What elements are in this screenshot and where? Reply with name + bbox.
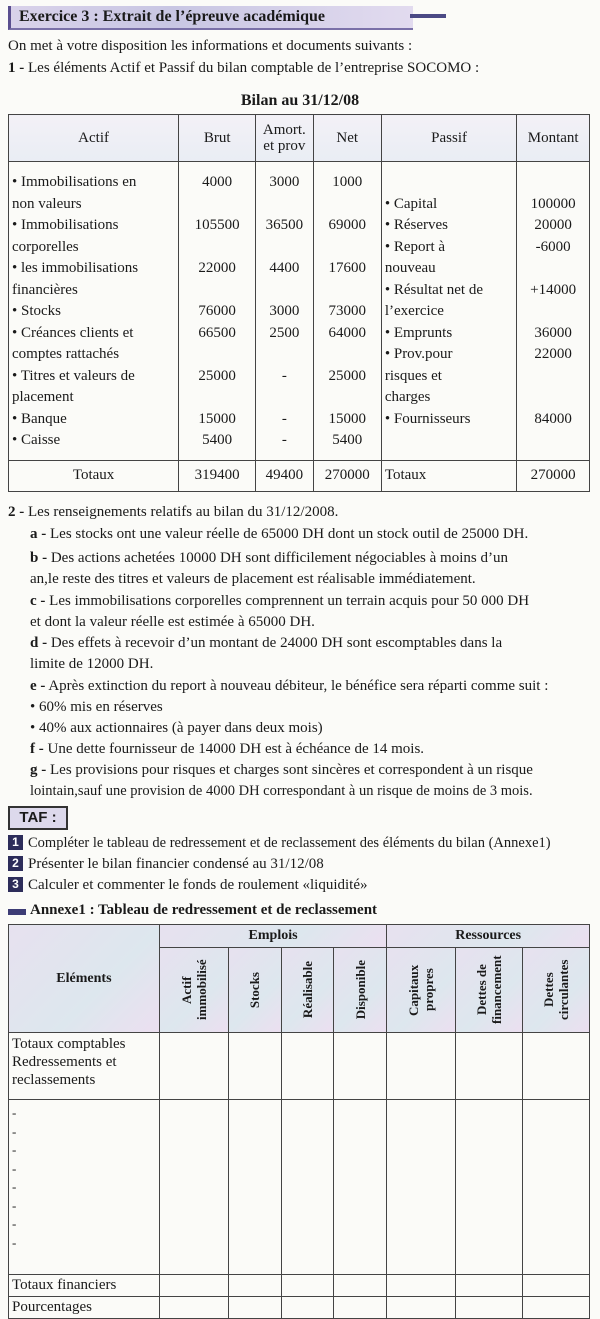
task-number: 2	[8, 856, 23, 871]
bilan-totals-row	[9, 460, 590, 491]
brut-value: 25000	[198, 367, 236, 384]
montant-value: +14000	[530, 281, 577, 298]
item-d-line2: limite de 12000 DH.	[30, 656, 154, 672]
totals-montant: 270000	[517, 460, 590, 491]
empty-cell[interactable]	[523, 1033, 590, 1100]
col-stocks	[228, 948, 281, 1033]
montant-value	[520, 387, 586, 409]
passif-line: • Réserves	[384, 217, 448, 233]
col-label: Stocks	[247, 971, 263, 1009]
item-e	[30, 678, 548, 695]
totals-label-passif: Totaux	[381, 460, 516, 491]
actif-line: • Titres et valeurs de	[12, 367, 135, 384]
brut-value: 76000	[198, 303, 236, 319]
taf-task-1	[8, 835, 551, 852]
intro-line: On met à votre disposition les informations et documents suivants :	[8, 38, 413, 54]
brut-value: 5400	[202, 432, 233, 448]
empty-cell[interactable]	[387, 1100, 456, 1275]
passif-line: nouveau	[384, 260, 436, 276]
totals-amort: 49400	[256, 460, 313, 491]
col-label: Capitaux propres	[406, 964, 437, 1016]
actif-line: • Caisse	[12, 432, 61, 448]
item-g-letter: g -	[30, 762, 47, 778]
empty-cell[interactable]	[523, 1297, 590, 1319]
header-passif: Passif	[381, 115, 516, 162]
brut-column	[179, 162, 256, 461]
actif-column	[9, 162, 179, 461]
net-value: 69000	[328, 217, 366, 233]
annexe-title-marker	[8, 909, 26, 915]
net-value: 1000	[332, 174, 363, 190]
actif-line: financières	[12, 281, 78, 298]
dash: -	[12, 1197, 17, 1213]
col-label: Actif immobilisé	[178, 959, 209, 1021]
item-c	[30, 593, 529, 610]
dash: -	[12, 1179, 17, 1194]
passif-line	[385, 430, 513, 452]
taf-task-2	[8, 856, 324, 873]
col-realisable	[281, 948, 334, 1033]
annexe-group-row	[9, 925, 590, 948]
annexe-emplois-header: Emplois	[159, 925, 387, 948]
net-value: 25000	[328, 367, 366, 384]
empty-cell[interactable]	[523, 1275, 590, 1297]
empty-cell[interactable]	[334, 1297, 387, 1319]
net-value	[317, 387, 378, 409]
task-text: Compléter le tableau de redressement et de reclassement des éléments du bilan (Annexe1)	[28, 835, 551, 851]
empty-cell[interactable]	[228, 1275, 281, 1297]
empty-cell[interactable]	[281, 1100, 334, 1275]
item-c-line2: et dont la valeur réelle est estimée à 65000 DH.	[30, 614, 315, 630]
amort-value: -	[281, 432, 287, 448]
montant-value	[520, 172, 586, 194]
actif-line: • Immobilisations	[12, 217, 119, 233]
empty-cell[interactable]	[334, 1100, 387, 1275]
item-e-line3: • 40% aux actionnaires (à payer dans deux mois)	[30, 720, 323, 736]
net-value	[317, 280, 378, 302]
col-capitaux-propres	[387, 948, 456, 1033]
col-label: Disponible	[352, 960, 368, 1020]
empty-cell[interactable]	[228, 1297, 281, 1319]
exercise-title-banner	[8, 6, 413, 30]
empty-cell[interactable]	[387, 1033, 456, 1100]
empty-cell[interactable]	[228, 1033, 281, 1100]
exercise-title: Exercice 3 : Extrait de l’épreuve académique	[19, 8, 325, 25]
item-b-letter: b -	[30, 550, 48, 566]
actif-line: • les immobilisations	[12, 260, 139, 276]
dash: -	[12, 1142, 17, 1157]
header-amort: Amort. et prov	[256, 115, 313, 162]
brut-value	[182, 237, 252, 259]
col-label: Réalisable	[300, 961, 315, 1019]
brut-value: 66500	[198, 324, 236, 341]
row-dash-list	[9, 1100, 160, 1275]
montant-value: 36000	[534, 324, 572, 341]
empty-cell[interactable]	[334, 1275, 387, 1297]
passif-line: • Fournisseurs	[384, 410, 471, 427]
dash: -	[12, 1160, 17, 1176]
task-text: Calculer et commenter le fonds de roulement «liquidité»	[28, 877, 368, 893]
item-d-text: Des effets à recevoir d’un montant de 24000 DH sont escomptables dans la	[50, 635, 503, 651]
task-number: 3	[8, 877, 23, 892]
amort-value	[259, 194, 309, 216]
item-b-text: Des actions achetées 10000 DH sont difficilement négociables à moins d’un	[50, 550, 508, 566]
item-b	[30, 550, 508, 567]
net-column	[313, 162, 381, 461]
item-f-text: Une dette fournisseur de 14000 DH est à échéance de 14 mois.	[47, 741, 425, 757]
net-value	[317, 194, 378, 216]
brut-value: 105500	[194, 217, 240, 233]
actif-line: placement	[12, 389, 74, 405]
amort-value: 4400	[269, 260, 300, 276]
point2-text: Les renseignements relatifs au bilan du 31/12/2008.	[28, 504, 339, 520]
row-label-line: Redressements et	[12, 1054, 117, 1070]
header-net: Net	[313, 115, 381, 162]
item-c-letter: c -	[30, 593, 46, 609]
item-d-letter: d -	[30, 635, 48, 651]
amort-value: 2500	[269, 324, 300, 341]
empty-cell[interactable]	[159, 1100, 228, 1275]
brut-value: 22000	[198, 260, 236, 276]
amort-value	[259, 387, 309, 409]
amort-value: 3000	[269, 174, 300, 190]
montant-value	[520, 366, 586, 388]
net-value: 5400	[332, 432, 363, 448]
header-montant: Montant	[517, 115, 590, 162]
row-label: Totaux financiers	[9, 1275, 160, 1297]
annexe-table	[8, 924, 590, 1319]
net-value: 64000	[328, 324, 366, 341]
totals-brut: 319400	[179, 460, 256, 491]
empty-cell[interactable]	[456, 1275, 523, 1297]
row-label	[9, 1033, 160, 1100]
empty-cell[interactable]	[281, 1033, 334, 1100]
amort-value	[259, 280, 309, 302]
item-e-letter: e -	[30, 678, 46, 694]
point1-text: Les éléments Actif et Passif du bilan comptable de l’entreprise SOCOMO :	[28, 60, 480, 76]
amort-value	[259, 237, 309, 259]
annexe-row-pourcentages	[9, 1297, 590, 1319]
task-number: 1	[8, 835, 23, 850]
item-f	[30, 741, 424, 758]
net-value: 15000	[328, 410, 366, 427]
empty-cell[interactable]	[159, 1275, 228, 1297]
amort-column	[256, 162, 313, 461]
item-g	[30, 762, 533, 779]
montant-value: 22000	[534, 346, 572, 362]
dash: -	[12, 1105, 17, 1120]
brut-value	[182, 194, 252, 216]
item-a-letter: a -	[30, 526, 47, 542]
empty-cell[interactable]	[523, 1100, 590, 1275]
bilan-table	[8, 114, 590, 492]
col-dettes-financement	[456, 948, 523, 1033]
header-brut: Brut	[179, 115, 256, 162]
point1	[8, 60, 479, 77]
montant-value	[520, 301, 586, 323]
montant-value: 20000	[534, 217, 572, 233]
item-a	[30, 526, 528, 543]
empty-cell[interactable]	[387, 1297, 456, 1319]
item-b-line2: an,le reste des titres et valeurs de placement est réalisable immédiatement.	[30, 571, 476, 587]
bilan-header-row	[9, 115, 590, 162]
item-c-text: Les immobilisations corporelles comprennent un terrain acquis pour 50 000 DH	[49, 593, 530, 609]
row-label-line: reclassements	[12, 1072, 96, 1088]
taf-label: TAF :	[8, 806, 68, 830]
passif-column	[381, 162, 516, 461]
empty-cell[interactable]	[456, 1033, 523, 1100]
passif-line	[385, 172, 513, 194]
dash: -	[12, 1234, 17, 1250]
montant-value: 84000	[534, 410, 572, 427]
annexe-row-totaux-comptables	[9, 1033, 590, 1100]
empty-cell[interactable]	[334, 1033, 387, 1100]
brut-value	[182, 280, 252, 302]
net-value: 17600	[328, 260, 366, 276]
actif-line: • Banque	[12, 410, 67, 427]
montant-value: 100000	[530, 195, 576, 212]
passif-line: • Résultat net de	[384, 281, 483, 298]
empty-cell[interactable]	[456, 1100, 523, 1275]
passif-line: • Prov.pour	[384, 346, 453, 362]
annexe-elements-header: Eléments	[9, 925, 160, 1033]
brut-value	[182, 344, 252, 366]
annexe-row-totaux-financiers	[9, 1275, 590, 1297]
amort-value: 36500	[265, 217, 304, 233]
passif-line: • Report à	[384, 238, 446, 255]
item-e-text: Après extinction du report à nouveau débiteur, le bénéfice sera réparti comme suit :	[48, 678, 549, 694]
item-f-letter: f -	[30, 741, 44, 757]
empty-cell[interactable]	[228, 1100, 281, 1275]
empty-cell[interactable]	[159, 1297, 228, 1319]
col-dettes-circulantes	[523, 948, 590, 1033]
bilan-body-row	[9, 162, 590, 461]
title-decorative-rule	[410, 14, 446, 18]
dash: -	[12, 1123, 17, 1139]
passif-line: • Emprunts	[384, 324, 453, 341]
row-label: Pourcentages	[9, 1297, 160, 1319]
item-e-line2: • 60% mis en réserves	[30, 699, 163, 715]
amort-value: -	[281, 410, 287, 427]
passif-line: l’exercice	[384, 303, 444, 319]
empty-cell[interactable]	[281, 1297, 334, 1319]
empty-cell[interactable]	[159, 1033, 228, 1100]
totals-net: 270000	[313, 460, 381, 491]
col-label: Dettes circulantes	[541, 959, 572, 1021]
brut-value	[182, 387, 252, 409]
passif-line: charges	[384, 389, 431, 405]
annexe-title: Annexe1 : Tableau de redressement et de reclassement	[30, 902, 378, 918]
col-disponible	[334, 948, 387, 1033]
dash: -	[12, 1216, 17, 1231]
net-value	[317, 237, 378, 259]
task-text: Présenter le bilan financier condensé au 31/12/08	[28, 856, 324, 872]
annexe-row-dashes	[9, 1100, 590, 1275]
actif-line: • Créances clients et	[12, 324, 134, 341]
brut-value: 4000	[202, 174, 233, 190]
bilan-title: Bilan au 31/12/08	[240, 92, 360, 109]
amort-value: -	[281, 367, 287, 384]
header-actif: Actif	[9, 115, 179, 162]
annexe-ressources-header: Ressources	[387, 925, 590, 948]
item-a-text: Les stocks ont une valeur réelle de 65000 DH dont un stock outil de 25000 DH.	[50, 526, 529, 542]
empty-cell[interactable]	[456, 1297, 523, 1319]
point2	[8, 504, 338, 521]
actif-line: corporelles	[12, 238, 79, 255]
amort-value	[259, 344, 309, 366]
montant-value	[520, 430, 586, 452]
actif-line: comptes rattachés	[12, 346, 120, 362]
montant-value	[520, 258, 586, 280]
point1-number: 1 -	[8, 60, 25, 76]
passif-line: risques et	[384, 367, 442, 384]
net-value	[317, 344, 378, 366]
actif-line: • Immobilisations en	[12, 174, 137, 190]
item-g-line2: lointain,sauf une provision de 4000 DH correspondant à un risque de moins de 3 mois.	[30, 783, 533, 799]
amort-value: 3000	[269, 303, 300, 319]
item-g-text: Les provisions pour risques et charges sont sincères et correspondent à un risque	[50, 762, 533, 778]
brut-value: 15000	[198, 410, 236, 427]
row-label-line: Totaux comptables	[12, 1036, 126, 1052]
empty-cell[interactable]	[281, 1275, 334, 1297]
empty-cell[interactable]	[387, 1275, 456, 1297]
montant-value: -6000	[535, 238, 571, 255]
passif-line: • Capital	[384, 195, 438, 212]
col-actif-immobilise	[159, 948, 228, 1033]
col-label: Dettes de financement	[474, 955, 505, 1025]
montant-column	[517, 162, 590, 461]
totals-label-actif: Totaux	[9, 460, 179, 491]
item-d	[30, 635, 502, 652]
net-value: 73000	[328, 303, 366, 319]
actif-line: • Stocks	[12, 303, 62, 319]
actif-line: non valeurs	[12, 195, 82, 212]
taf-task-3	[8, 877, 367, 894]
point2-number: 2 -	[8, 504, 25, 520]
